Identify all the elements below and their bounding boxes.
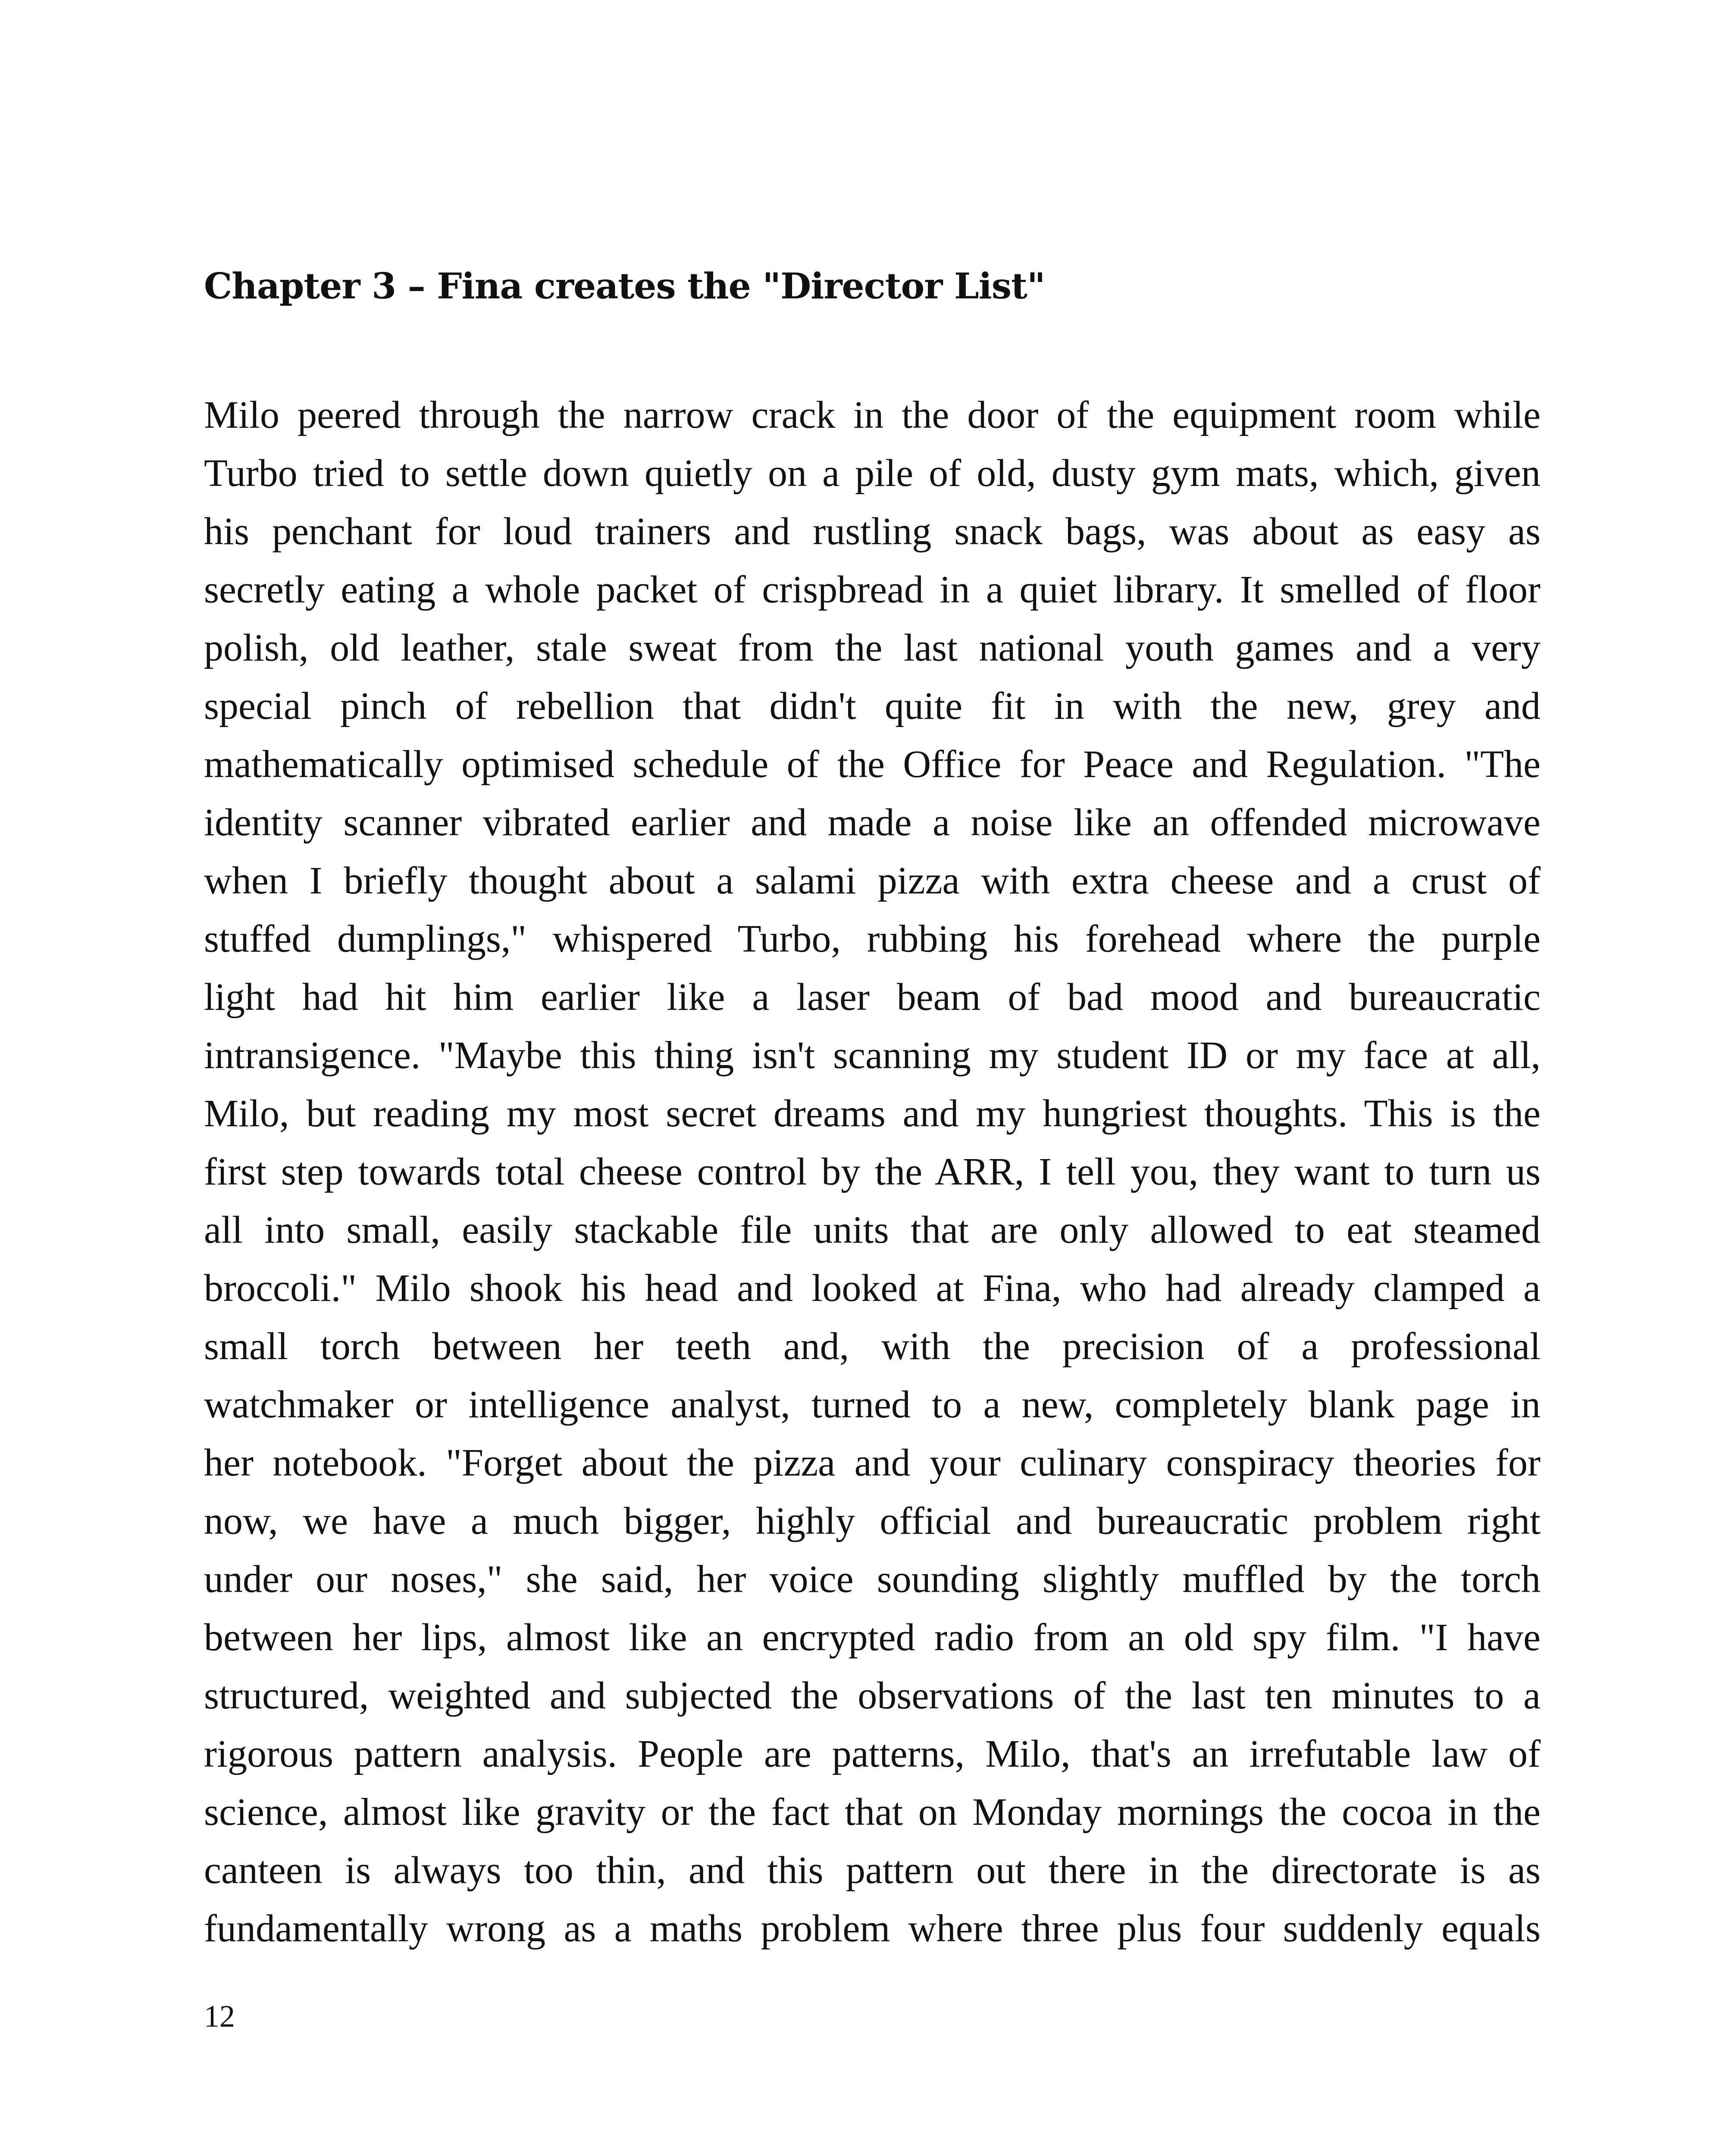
page-number: 12 — [204, 1999, 235, 2034]
chapter-body-text — [204, 386, 1541, 1958]
body-text-line: watchmaker or intelligence analyst, turned to a new, completely blank page in — [204, 1383, 1541, 1426]
body-text-line: under our noses," she said, her voice sounding slightly muffled by the torch — [204, 1558, 1541, 1601]
body-text-line: broccoli." Milo shook his head and looked at Fina, who had already clamped a — [204, 1267, 1541, 1310]
body-text-line: science, almost like gravity or the fact that on Monday mornings the cocoa in the — [204, 1791, 1541, 1833]
body-text-line: fundamentally wrong as a maths problem where three plus four suddenly equals — [204, 1907, 1541, 1950]
body-text-line: special pinch of rebellion that didn't quite fit in with the new, grey and — [204, 685, 1541, 727]
body-text-line: all into small, easily stackable file units that are only allowed to eat steamed — [204, 1209, 1541, 1251]
chapter-title: Chapter 3 – Fina creates the "Director List" — [204, 266, 1045, 307]
body-text-line: secretly eating a whole packet of crispbread in a quiet library. It smelled of floor — [204, 568, 1541, 611]
body-text-line: now, we have a much bigger, highly official and bureaucratic problem right — [204, 1500, 1541, 1542]
body-text-line: light had hit him earlier like a laser beam of bad mood and bureaucratic — [204, 976, 1541, 1018]
body-text-line: canteen is always too thin, and this pattern out there in the directorate is as — [204, 1849, 1541, 1892]
body-text-line: polish, old leather, stale sweat from the last national youth games and a very — [204, 627, 1541, 669]
body-text-line: intransigence. "Maybe this thing isn't scanning my student ID or my face at all, — [204, 1034, 1541, 1077]
body-text-line: between her lips, almost like an encrypted radio from an old spy film. "I have — [204, 1616, 1541, 1659]
body-text-line: when I briefly thought about a salami pizza with extra cheese and a crust of — [204, 859, 1541, 902]
body-text-line: first step towards total cheese control by the ARR, I tell you, they want to turn us — [204, 1150, 1541, 1193]
body-text-line: identity scanner vibrated earlier and made a noise like an offended microwave — [204, 801, 1541, 844]
body-text-line: Turbo tried to settle down quietly on a pile of old, dusty gym mats, which, given — [204, 452, 1541, 495]
body-text-line: rigorous pattern analysis. People are patterns, Milo, that's an irrefutable law of — [204, 1733, 1541, 1775]
body-text-line: small torch between her teeth and, with the precision of a professional — [204, 1325, 1541, 1368]
body-text-line: Milo peered through the narrow crack in the door of the equipment room while — [204, 394, 1541, 436]
body-text-line: his penchant for loud trainers and rustling snack bags, was about as easy as — [204, 510, 1541, 553]
body-text-line: mathematically optimised schedule of the Office for Peace and Regulation. "The — [204, 743, 1541, 786]
body-text-line: Milo, but reading my most secret dreams and my hungriest thoughts. This is the — [204, 1092, 1541, 1135]
body-text-line: her notebook. "Forget about the pizza and your culinary conspiracy theories for — [204, 1442, 1541, 1484]
body-text-line: stuffed dumplings," whispered Turbo, rubbing his forehead where the purple — [204, 918, 1541, 960]
body-text-line: structured, weighted and subjected the observations of the last ten minutes to a — [204, 1674, 1541, 1717]
